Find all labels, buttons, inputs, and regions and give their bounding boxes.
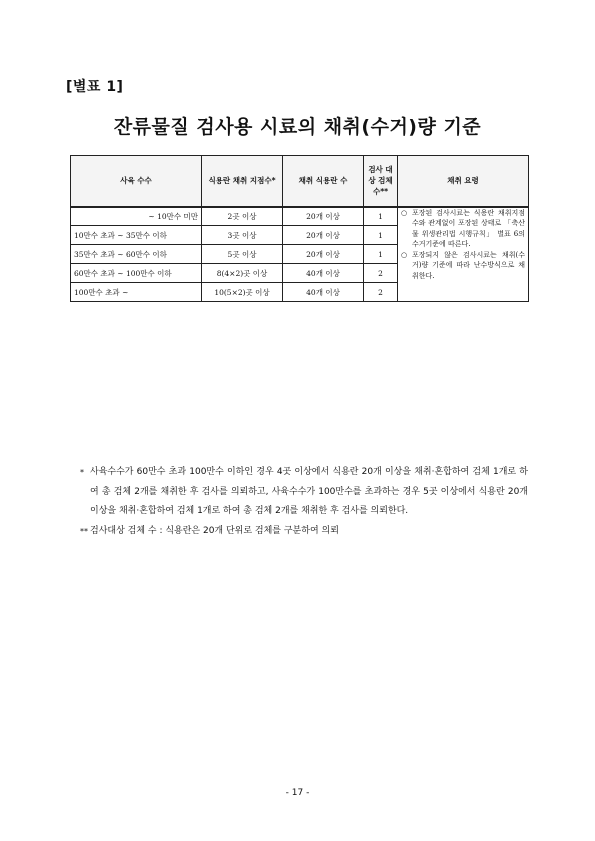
sampling-table bbox=[70, 155, 529, 302]
header-count: 사육 수수 bbox=[71, 156, 202, 207]
table-row bbox=[71, 207, 529, 226]
circle-bullet: ○ bbox=[401, 208, 408, 217]
cell-eggs: 40개 이상 bbox=[283, 283, 364, 302]
cell-samples: 1 bbox=[364, 245, 398, 264]
cell-count: ~ 10만수 미만 bbox=[71, 207, 202, 226]
method-item bbox=[401, 208, 525, 250]
cell-count: 35만수 초과 ~ 60만수 이하 bbox=[71, 245, 202, 264]
footnote-mark: * bbox=[80, 468, 84, 477]
cell-method bbox=[398, 207, 529, 302]
appendix-label: [별표 1] bbox=[66, 79, 124, 95]
table-header-row bbox=[71, 156, 529, 207]
method-text: 포장된 검사시료는 식용란 채취지점 수와 관계없이 포장된 상태로 「축산물 위생관리법 시행규칙」 별표 6의 수거기준에 따른다. bbox=[412, 208, 525, 248]
footnote-text: 검사대상 검체 수 : 식용란은 20개 단위로 검체를 구분하여 의뢰 bbox=[90, 525, 339, 536]
footnote-text: 사육수수가 60만수 초과 100만수 이하인 경우 4곳 이상에서 식용란 20개 이상을 채취·혼합하여 검체 1개로 하여 총 검체 2개를 채취한 후 검사를 의뢰하고, 사육수수가 100만수를 초과하는 경우 5곳 이상에서 식용란 20개 이상을 채취·혼합하여 검체 1개로 하여 총 검체 2개를 채취한 후 검사를 의뢰한다. bbox=[90, 467, 528, 516]
cell-sites: 2곳 이상 bbox=[202, 207, 283, 226]
footnotes bbox=[80, 463, 528, 541]
header-samples: 검사 대상 검체 수** bbox=[364, 156, 398, 207]
cell-count: 100만수 초과 ~ bbox=[71, 283, 202, 302]
cell-sites: 8(4×2)곳 이상 bbox=[202, 264, 283, 283]
page-number: - 17 - bbox=[285, 788, 310, 798]
cell-eggs: 40개 이상 bbox=[283, 264, 364, 283]
method-item bbox=[401, 250, 525, 282]
header-method: 채취 요령 bbox=[398, 156, 529, 207]
cell-samples: 2 bbox=[364, 283, 398, 302]
cell-sites: 10(5×2)곳 이상 bbox=[202, 283, 283, 302]
footnote bbox=[80, 522, 528, 542]
cell-samples: 1 bbox=[364, 207, 398, 226]
cell-sites: 3곳 이상 bbox=[202, 226, 283, 245]
cell-eggs: 20개 이상 bbox=[283, 207, 364, 226]
footnote-mark: ** bbox=[80, 526, 88, 536]
cell-eggs: 20개 이상 bbox=[283, 226, 364, 245]
cell-count: 60만수 초과 ~ 100만수 이하 bbox=[71, 264, 202, 283]
header-sites: 식용란 채취 지점수* bbox=[202, 156, 283, 207]
circle-bullet: ○ bbox=[401, 250, 408, 259]
method-text: 포장되지 않은 검사시료는 채취(수거)량 기준에 따라 난수방식으로 채취한다. bbox=[412, 250, 525, 280]
cell-samples: 1 bbox=[364, 226, 398, 245]
header-eggs: 채취 식용란 수 bbox=[283, 156, 364, 207]
page-title: 잔류물질 검사용 시료의 채취(수거)량 기준 bbox=[113, 116, 482, 138]
cell-sites: 5곳 이상 bbox=[202, 245, 283, 264]
cell-samples: 2 bbox=[364, 264, 398, 283]
footnote bbox=[80, 463, 528, 522]
cell-count: 10만수 초과 ~ 35만수 이하 bbox=[71, 226, 202, 245]
cell-eggs: 20개 이상 bbox=[283, 245, 364, 264]
